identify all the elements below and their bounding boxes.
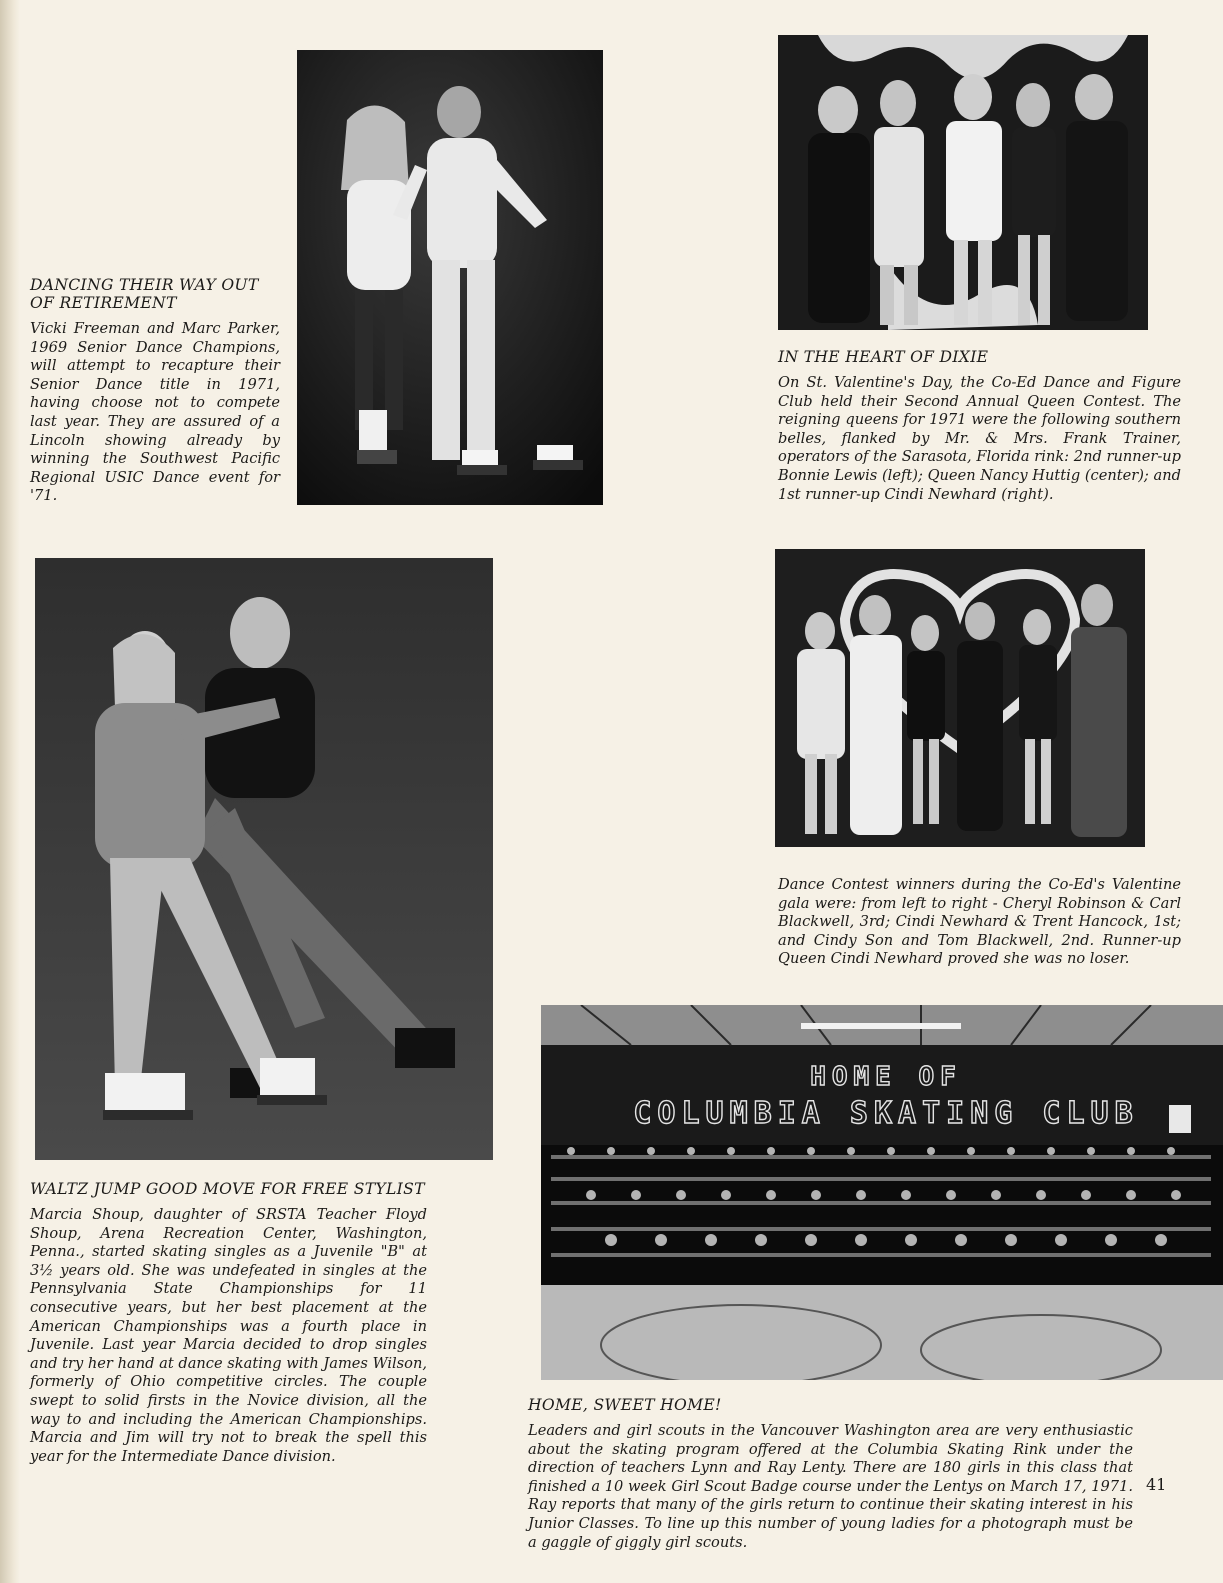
photo-columbia-skating-club [541, 1005, 1223, 1380]
headline-home: HOME, SWEET HOME! [528, 1396, 722, 1414]
photo-queen-contest [778, 35, 1148, 330]
sign-line-1: HOME OF [810, 1062, 962, 1092]
headline-dancing: DANCING THEIR WAY OUT OF RETIREMENT [30, 276, 259, 312]
photo-waltz-jump [35, 558, 493, 1160]
caption-dancing [30, 276, 280, 506]
body-dixie: On St. Valentine's Day, the Co-Ed Dance and Figure Club held their Second Annual Queen Contest. The reigning queens for 1971 were the following southern belles, flanked by Mr. & Mrs. Frank Trainer, operators of the Sarasota, Florida rink: 2nd runner-up Bonnie Lewis (left); Queen Nancy Huttig (center); and 1st runner-up Cindi Newhard (right). [778, 374, 1181, 503]
body-home: Leaders and girl scouts in the Vancouver Washington area are very enthusiastic about the skating program offered at the Columbia Skating Rink under the direction of teachers Lynn and Ray Lenty. There are 180 girls in this class that finished a 10 week Girl Scout Badge course under the Lentys on March 17, 1971. Ray reports that many of the girls return to continue their skating interest in his Junior Classes. To line up this number of young ladies for a photograph must be a gaggle of giggly girl scouts. [528, 1422, 1133, 1551]
sign-line-2: COLUMBIA SKATING CLUB [633, 1096, 1139, 1131]
page-binding-edge [0, 0, 20, 1583]
caption-waltz [30, 1180, 427, 1466]
body-waltz: Marcia Shoup, daughter of SRSTA Teacher Floyd Shoup, Arena Recreation Center, Washington, Penna., started skating singles as a Juvenile "B" at 3½ years old. She was undefeated in singles at the Pennsylvania State Championships for 11 consecutive years, but her best placement at the American Championships was a fourth place in Juvenile. Last year Marcia decided to drop singles and try her hand at dance skating with James Wilson, formerly of Ohio competitive circles. The couple swept to solid firsts in the Novice division, all the way to and including the American Championships. Marcia and Jim will try not to break the spell this year for the Intermediate Dance division. [30, 1206, 427, 1465]
body-dancing: Vicki Freeman and Marc Parker, 1969 Senior Dance Champions, will attempt to recapture their Senior Dance title in 1971, having choose not to compete last year. They are assured of a Lincoln showing already by winning the Southwest Pacific Regional USIC Dance event for '71. [30, 320, 280, 505]
body-contest: Dance Contest winners during the Co-Ed's Valentine gala were: from left to right - Cheryl Robinson & Carl Blackwell, 3rd; Cindi Newhard & Trent Hancock, 1st; and Cindy Son and Tom Blackwell, 2nd. Runner-up Queen Cindi Newhard proved she was no loser. [778, 876, 1181, 968]
caption-contest [778, 876, 1181, 969]
photo-contest-winners [775, 549, 1145, 847]
headline-waltz: WALTZ JUMP GOOD MOVE FOR FREE STYLIST [30, 1180, 425, 1198]
caption-dixie [778, 348, 1181, 504]
photo-dancing-couple [297, 50, 603, 505]
headline-dixie: IN THE HEART OF DIXIE [778, 348, 989, 366]
page-number: 41 [1146, 1475, 1167, 1494]
caption-home [528, 1396, 1133, 1552]
